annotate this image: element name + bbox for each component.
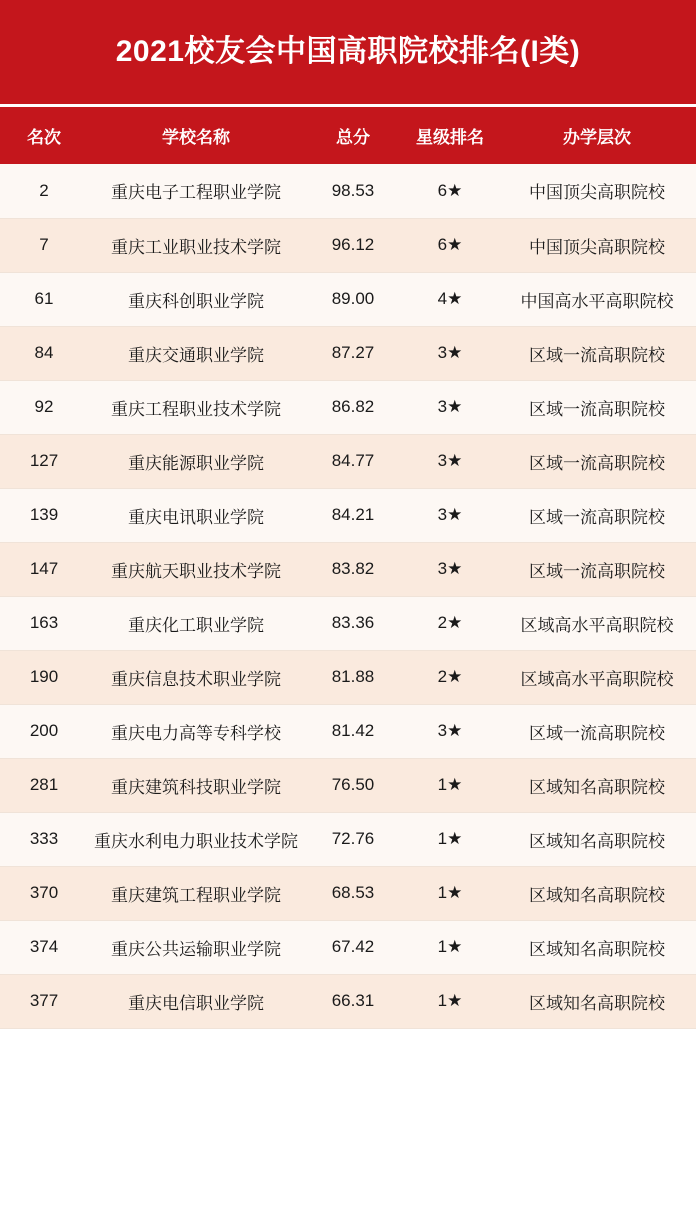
cell-school-name: 重庆工业职业技术学院 (88, 218, 304, 272)
cell-star-rank: 2★ (402, 596, 498, 650)
cell-total-score: 67.42 (304, 920, 402, 974)
table-row (0, 974, 696, 1028)
cell-star-rank: 3★ (402, 434, 498, 488)
cell-star-rank: 3★ (402, 542, 498, 596)
table-row (0, 650, 696, 704)
cell-school-level: 区域一流高职院校 (498, 542, 696, 596)
cell-total-score: 83.36 (304, 596, 402, 650)
table-row (0, 920, 696, 974)
cell-school-level: 区域一流高职院校 (498, 326, 696, 380)
cell-school-level: 区域一流高职院校 (498, 488, 696, 542)
table-row (0, 542, 696, 596)
cell-school-level: 区域知名高职院校 (498, 920, 696, 974)
cell-rank: 127 (0, 434, 88, 488)
page-title: 2021校友会中国高职院校排名(I类) (115, 35, 581, 68)
cell-rank: 2 (0, 164, 88, 218)
column-header-name: 学校名称 (88, 107, 304, 164)
cell-rank: 370 (0, 866, 88, 920)
cell-rank: 333 (0, 812, 88, 866)
cell-school-name: 重庆电子工程职业学院 (88, 164, 304, 218)
table-row (0, 866, 696, 920)
cell-school-name: 重庆能源职业学院 (88, 434, 304, 488)
cell-school-name: 重庆公共运输职业学院 (88, 920, 304, 974)
cell-rank: 281 (0, 758, 88, 812)
table-row (0, 218, 696, 272)
cell-star-rank: 1★ (402, 974, 498, 1028)
cell-school-level: 区域高水平高职院校 (498, 596, 696, 650)
cell-total-score: 96.12 (304, 218, 402, 272)
cell-school-level: 区域一流高职院校 (498, 434, 696, 488)
cell-rank: 92 (0, 380, 88, 434)
cell-star-rank: 6★ (402, 218, 498, 272)
column-header-level: 办学层次 (498, 107, 696, 164)
cell-school-name: 重庆化工职业学院 (88, 596, 304, 650)
cell-school-name: 重庆电信职业学院 (88, 974, 304, 1028)
cell-school-level: 区域知名高职院校 (498, 974, 696, 1028)
cell-star-rank: 3★ (402, 704, 498, 758)
cell-school-level: 区域高水平高职院校 (498, 650, 696, 704)
cell-school-name: 重庆交通职业学院 (88, 326, 304, 380)
column-header-rank: 名次 (0, 107, 88, 164)
cell-total-score: 72.76 (304, 812, 402, 866)
cell-school-name: 重庆建筑工程职业学院 (88, 866, 304, 920)
cell-school-name: 重庆工程职业技术学院 (88, 380, 304, 434)
cell-star-rank: 6★ (402, 164, 498, 218)
cell-rank: 7 (0, 218, 88, 272)
cell-school-level: 区域一流高职院校 (498, 704, 696, 758)
cell-school-level: 中国高水平高职院校 (498, 272, 696, 326)
cell-total-score: 87.27 (304, 326, 402, 380)
cell-school-name: 重庆建筑科技职业学院 (88, 758, 304, 812)
table-body (0, 164, 696, 1028)
cell-rank: 163 (0, 596, 88, 650)
page-title-bar (0, 0, 696, 104)
cell-rank: 374 (0, 920, 88, 974)
cell-total-score: 81.42 (304, 704, 402, 758)
cell-rank: 61 (0, 272, 88, 326)
cell-school-name: 重庆电讯职业学院 (88, 488, 304, 542)
cell-school-name: 重庆水利电力职业技术学院 (88, 812, 304, 866)
cell-total-score: 81.88 (304, 650, 402, 704)
cell-rank: 200 (0, 704, 88, 758)
cell-total-score: 66.31 (304, 974, 402, 1028)
table-row (0, 488, 696, 542)
cell-total-score: 98.53 (304, 164, 402, 218)
cell-star-rank: 2★ (402, 650, 498, 704)
ranking-table (0, 107, 696, 1029)
cell-rank: 377 (0, 974, 88, 1028)
cell-school-name: 重庆科创职业学院 (88, 272, 304, 326)
cell-school-level: 中国顶尖高职院校 (498, 218, 696, 272)
column-header-star: 星级排名 (402, 107, 498, 164)
cell-rank: 139 (0, 488, 88, 542)
cell-total-score: 84.21 (304, 488, 402, 542)
table-header (0, 107, 696, 164)
cell-total-score: 83.82 (304, 542, 402, 596)
table-row (0, 758, 696, 812)
cell-star-rank: 1★ (402, 812, 498, 866)
cell-school-level: 区域知名高职院校 (498, 866, 696, 920)
table-row (0, 812, 696, 866)
cell-star-rank: 1★ (402, 866, 498, 920)
cell-school-name: 重庆电力高等专科学校 (88, 704, 304, 758)
cell-school-level: 中国顶尖高职院校 (498, 164, 696, 218)
cell-rank: 190 (0, 650, 88, 704)
table-row (0, 434, 696, 488)
cell-school-name: 重庆信息技术职业学院 (88, 650, 304, 704)
table-header-row (0, 107, 696, 164)
cell-total-score: 84.77 (304, 434, 402, 488)
cell-star-rank: 1★ (402, 758, 498, 812)
cell-school-level: 区域一流高职院校 (498, 380, 696, 434)
cell-school-level: 区域知名高职院校 (498, 758, 696, 812)
cell-total-score: 68.53 (304, 866, 402, 920)
cell-star-rank: 3★ (402, 488, 498, 542)
cell-total-score: 86.82 (304, 380, 402, 434)
table-row (0, 596, 696, 650)
cell-total-score: 76.50 (304, 758, 402, 812)
table-row (0, 164, 696, 218)
cell-school-name: 重庆航天职业技术学院 (88, 542, 304, 596)
column-header-score: 总分 (304, 107, 402, 164)
cell-total-score: 89.00 (304, 272, 402, 326)
cell-star-rank: 4★ (402, 272, 498, 326)
cell-star-rank: 1★ (402, 920, 498, 974)
cell-star-rank: 3★ (402, 380, 498, 434)
cell-star-rank: 3★ (402, 326, 498, 380)
cell-rank: 84 (0, 326, 88, 380)
table-row (0, 380, 696, 434)
table-row (0, 704, 696, 758)
cell-school-level: 区域知名高职院校 (498, 812, 696, 866)
cell-rank: 147 (0, 542, 88, 596)
table-row (0, 272, 696, 326)
table-row (0, 326, 696, 380)
